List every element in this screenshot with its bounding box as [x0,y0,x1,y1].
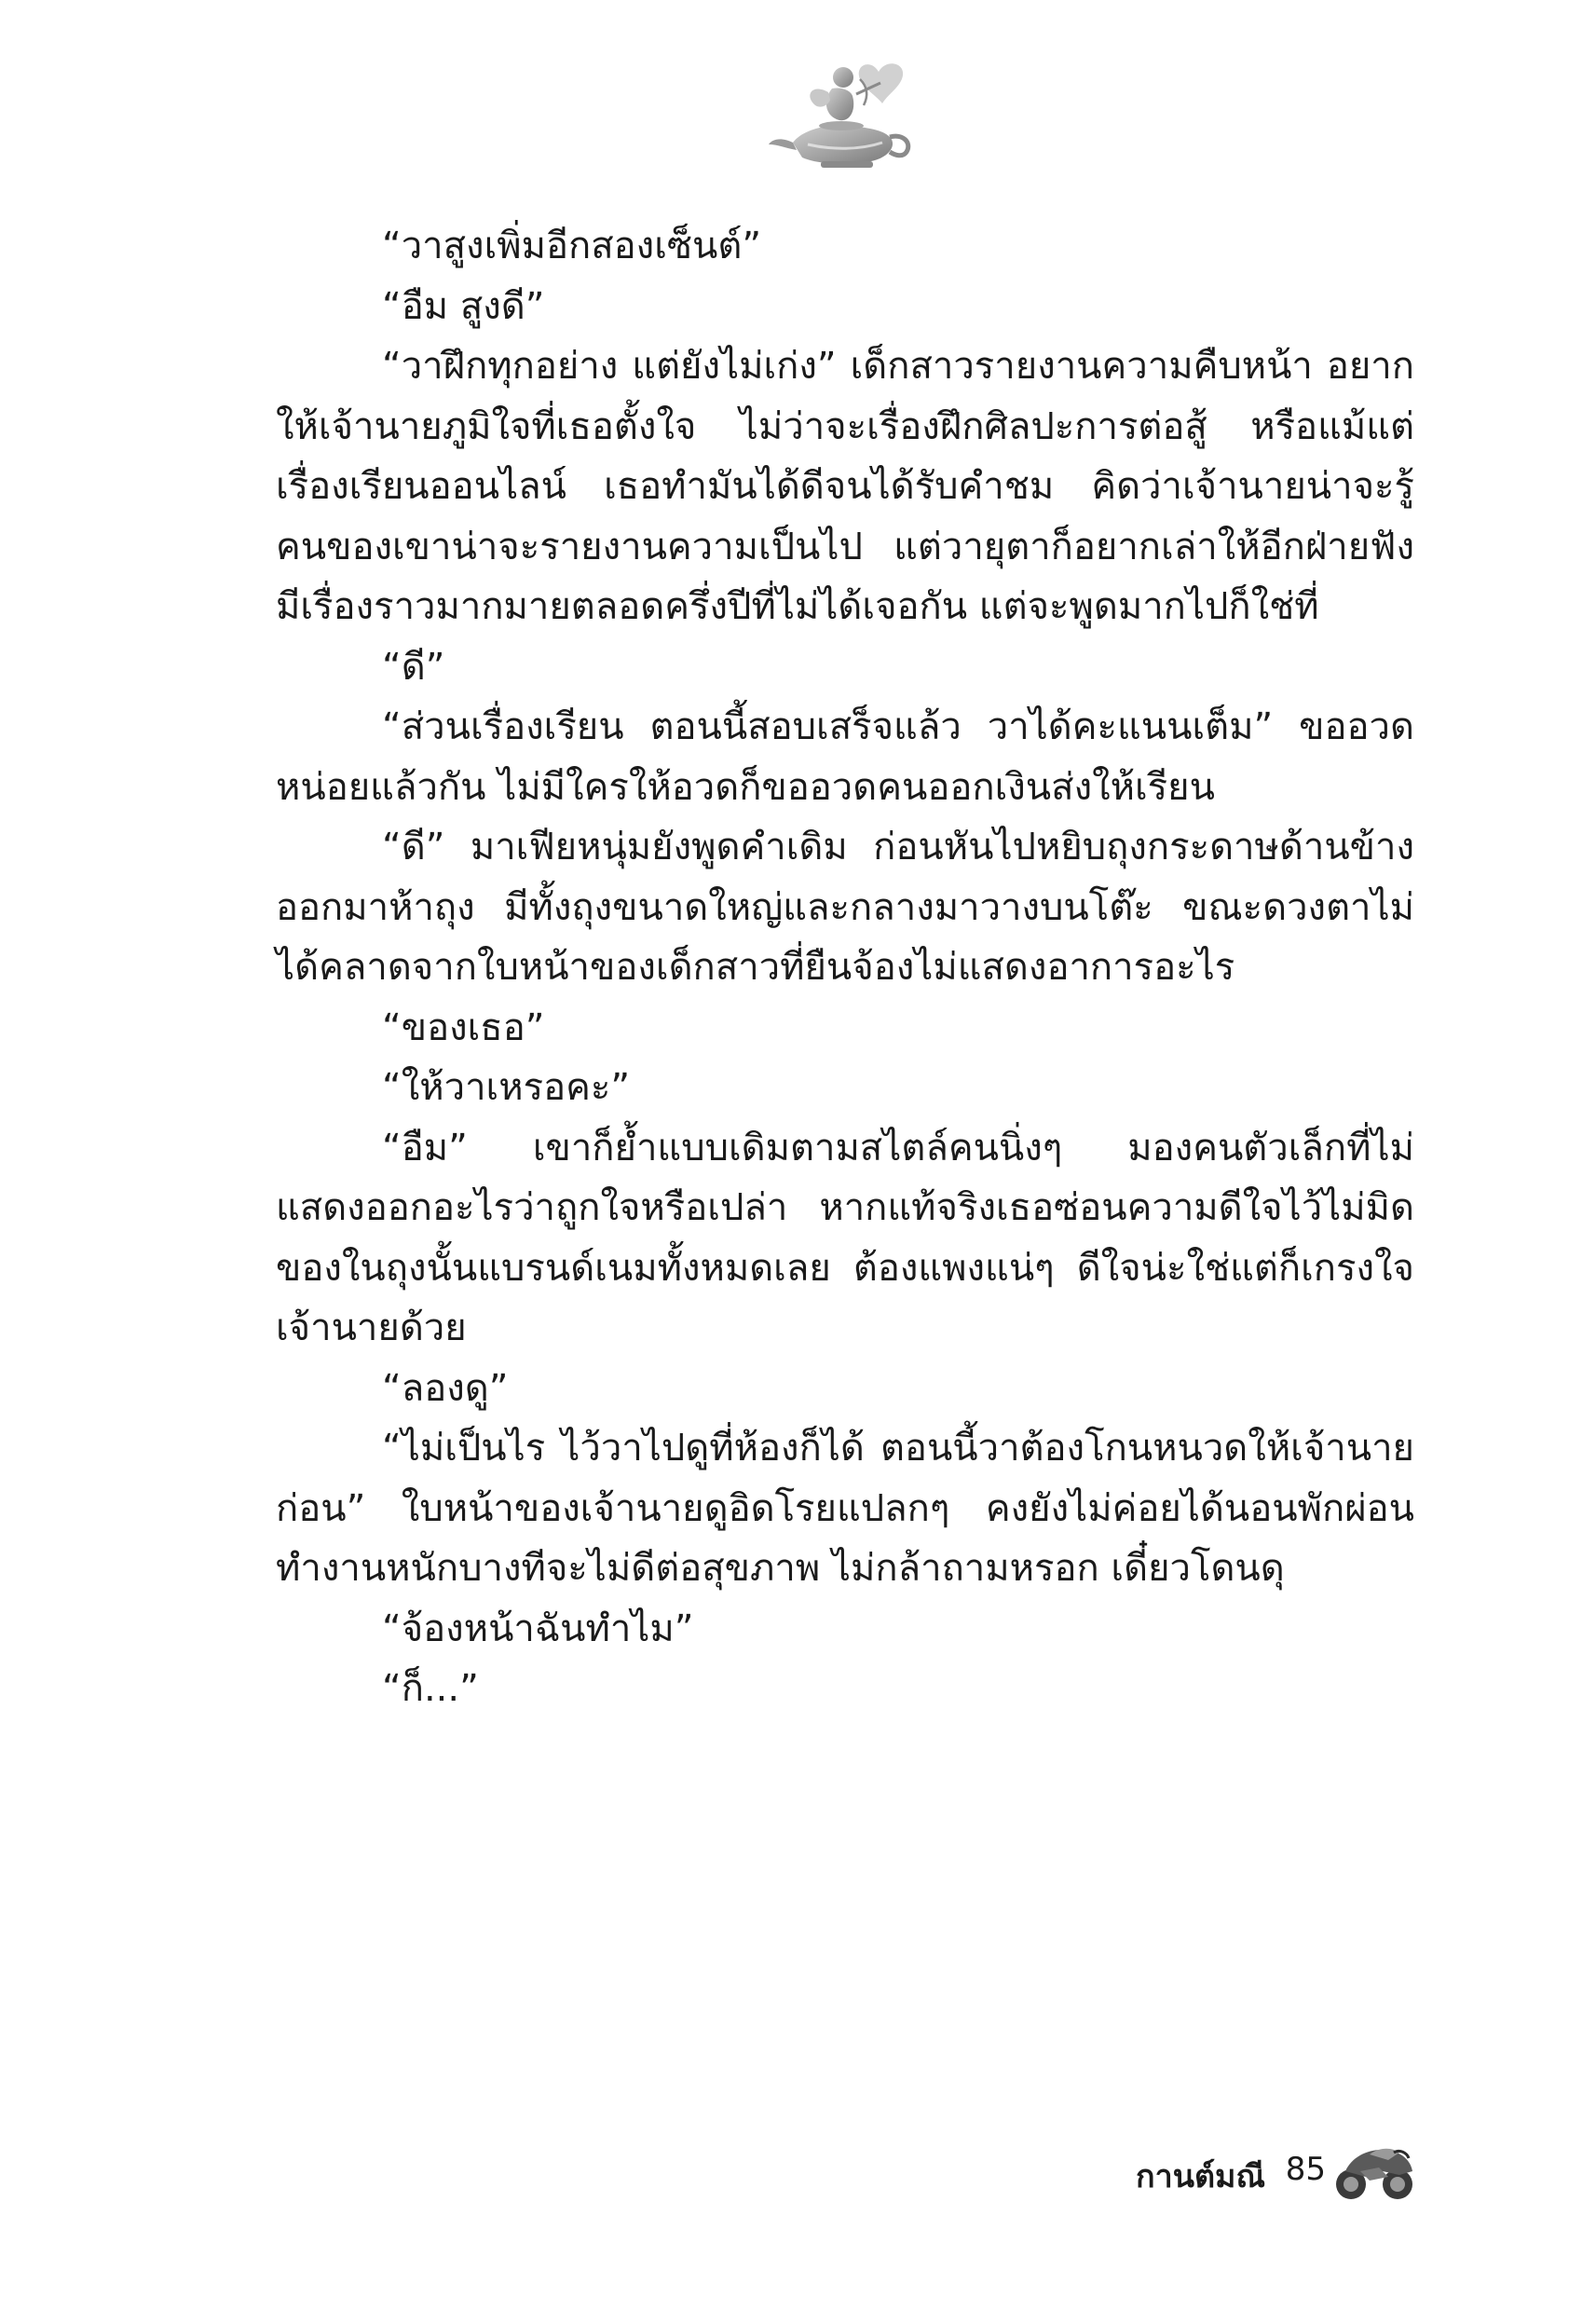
chapter-text [276,216,1414,1719]
paragraph: “ไม่เป็นไร ไว้วาไปดูที่ห้องก็ได้ ตอนนี้วาต้องโกนหนวดให้เจ้านายก่อน” ใบหน้าของเจ้านายดูอิดโรยแปลกๆ คงยังไม่ค่อยได้นอนพักผ่อน ทำงานหนักบางทีจะไม่ดีต่อสุขภาพ ไม่กล้าถามหรอก เดี๋ยวโดนดุ [276,1427,1414,1590]
paragraph: “วาฝึกทุกอย่าง แต่ยังไม่เก่ง” เด็กสาวรายงานความคืบหน้า อยากให้เจ้านายภูมิใจที่เธอตั้งใจ ไม่ว่าจะเรื่องฝึกศิลปะการต่อสู้ หรือแม้แต่เรื่องเรียนออนไลน์ เธอทำมันได้ดีจนได้รับคำชม คิดว่าเจ้านายน่าจะรู้ คนของเขาน่าจะรายงานความเป็นไป แต่วายุตาก็อยากเล่าให้อีกฝ่ายฟัง มีเรื่องราวมากมายตลอดครึ่งปีที่ไม่ได้เจอกัน แต่จะพูดมากไปก็ใช่ที่ [276,345,1414,628]
paragraph: “ให้วาเหรอคะ” [382,1066,631,1109]
paragraph: “อืม สูงดี” [382,284,545,328]
teapot-cupid-ornament-icon [767,51,916,172]
paragraph: “อืม” เขาก็ย้ำแบบเดิมตามสไตล์คนนิ่งๆ มองคนตัวเล็กที่ไม่แสดงออกอะไรว่าถูกใจหรือเปล่า หากแท้จริงเธอซ่อนความดีใจไว้ไม่มิด ของในถุงนั้นแบรนด์เนมทั้งหมดเลย ต้องแพงแน่ๆ ดีใจน่ะใช่แต่ก็เกรงใจเจ้านายด้วย [276,1126,1414,1349]
paragraph: “ดี” [382,645,445,689]
page-number: 85 [1285,2151,1326,2188]
paragraph: “ก็...” [382,1667,479,1710]
page-footer [1081,2134,1416,2208]
motorcycle-icon [1332,2134,1416,2205]
paragraph: “ลองดู” [382,1366,509,1410]
paragraph: “ของเธอ” [382,1005,545,1049]
paragraph: “ดี” มาเฟียหนุ่มยังพูดคำเดิม ก่อนหันไปหยิบถุงกระดาษด้านข้างออกมาห้าถุง มีทั้งถุงขนาดใหญ่และกลางมาวางบนโต๊ะ ขณะดวงตาไม่ได้คลาดจากใบหน้าของเด็กสาวที่ยืนจ้องไม่แสดงอาการอะไร [276,826,1414,989]
paragraph: “วาสูงเพิ่มอีกสองเซ็นต์” [382,225,762,267]
paragraph: “จ้องหน้าฉันทำไม” [382,1607,694,1650]
author-name: กานต์มณี [1136,2158,1265,2195]
paragraph: “ส่วนเรื่องเรียน ตอนนี้สอบเสร็จแล้ว วาได้คะแนนเต็ม” ขออวดหน่อยแล้วกัน ไม่มีใครให้อวดก็ขออวดคนออกเงินส่งให้เรียน [276,705,1414,809]
